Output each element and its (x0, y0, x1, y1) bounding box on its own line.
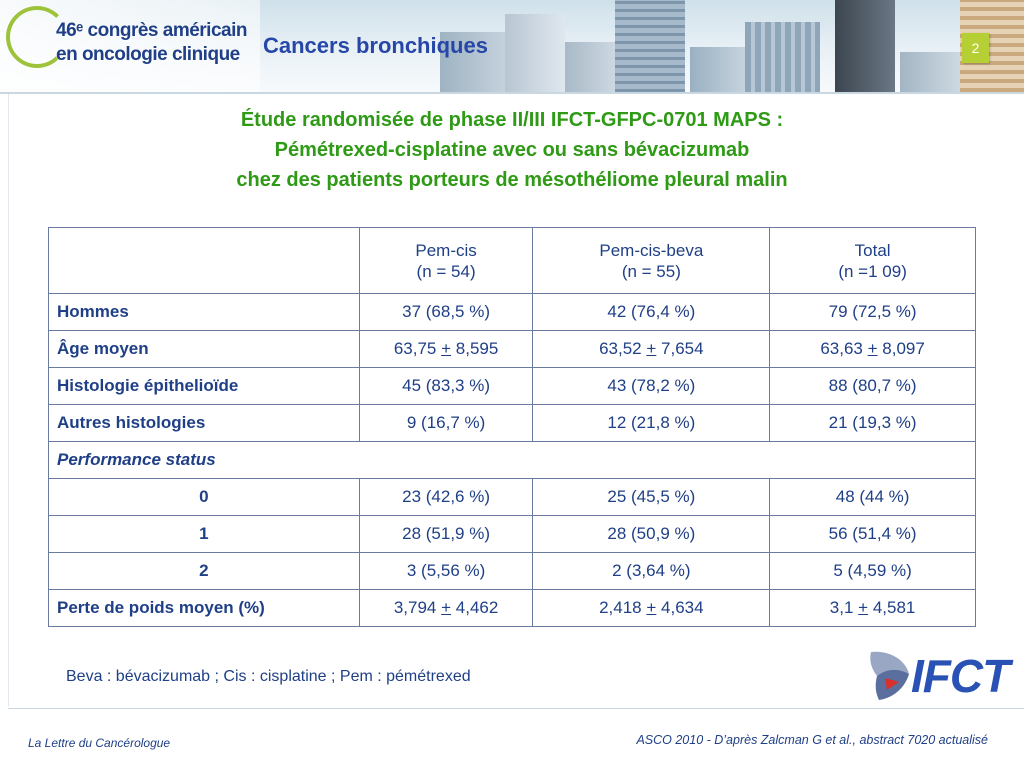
slide-title-line: Pémétrexed-cisplatine avec ou sans bévacizumab (274, 139, 750, 161)
footer-source-journal: La Lettre du Cancérologue (28, 736, 171, 750)
value-cell: 48 (44 %) (770, 479, 976, 516)
value-cell: 21 (19,3 %) (770, 405, 976, 442)
row-label-cell: Histologie épithelioïde (49, 368, 360, 405)
footer-divider (8, 708, 1024, 709)
value-cell (770, 590, 976, 627)
sd-value: 4,581 (872, 598, 916, 617)
sd-value: 8,595 (455, 339, 499, 358)
value-cell: 79 (72,5 %) (770, 294, 976, 331)
value-cell: 3 (5,56 %) (359, 553, 533, 590)
table-row (49, 553, 976, 590)
value-cell: 88 (80,7 %) (770, 368, 976, 405)
value-cell: 56 (51,4 %) (770, 516, 976, 553)
plus-minus-sign: + (858, 598, 869, 617)
table-row (49, 442, 976, 479)
ifct-logo-text: IFCT (911, 650, 1010, 702)
skyline-building (745, 22, 820, 92)
mean-value: 2,418 (599, 598, 642, 617)
table-row (49, 368, 976, 405)
value-cell (359, 590, 533, 627)
value-cell: 23 (42,6 %) (359, 479, 533, 516)
column-name: Pem-cis (415, 240, 477, 260)
value-cell (770, 331, 976, 368)
value-cell (533, 331, 770, 368)
abbreviations-footnote: Beva : bévacizumab ; Cis : cisplatine ; Pem : pémétrexed (66, 668, 471, 685)
mean-value: 63,75 (393, 339, 437, 358)
sd-value: 8,097 (882, 339, 925, 358)
row-label-cell: Autres histologies (49, 405, 360, 442)
value-cell: 5 (4,59 %) (770, 553, 976, 590)
section-header-cell: Performance status (49, 442, 976, 479)
slide-title-line: Étude randomisée de phase II/III IFCT-GFPC-0701 MAPS : (240, 109, 784, 131)
value-cell: 28 (51,9 %) (359, 516, 533, 553)
header-banner (0, 0, 1024, 92)
column-name: Total (854, 240, 891, 260)
row-label-cell: 1 (49, 516, 360, 553)
row-label-cell: Hommes (49, 294, 360, 331)
skyline-building (505, 14, 565, 92)
slide-title-line: chez des patients porteurs de mésothéliome pleural malin (236, 169, 788, 191)
table-row (49, 405, 976, 442)
value-cell (359, 331, 533, 368)
row-label-cell: 2 (49, 553, 360, 590)
value-cell: 9 (16,7 %) (359, 405, 533, 442)
mean-value: 63,63 (820, 339, 863, 358)
table-row (49, 294, 976, 331)
value-cell: 37 (68,5 %) (359, 294, 533, 331)
value-cell: 28 (50,9 %) (533, 516, 770, 553)
value-cell (533, 590, 770, 627)
demographics-table (48, 227, 976, 627)
logo-line-2: en oncologie clinique (56, 44, 240, 65)
table-row (49, 479, 976, 516)
skyline-building (690, 47, 750, 92)
plus-minus-sign: + (441, 339, 452, 358)
slide-title (0, 105, 1024, 195)
plus-minus-sign: + (867, 339, 878, 358)
skyline-building (615, 0, 685, 92)
column-n: (n = 55) (621, 261, 681, 281)
table-corner-cell (49, 228, 360, 294)
ifct-logo (863, 648, 1021, 704)
ifct-wing-icon (865, 648, 911, 702)
mean-value: 3,794 (393, 598, 437, 617)
value-cell: 43 (78,2 %) (533, 368, 770, 405)
footer-reference: ASCO 2010 - D’après Zalcman G et al., abstract 7020 actualisé (636, 733, 988, 747)
column-n: (n = 54) (416, 261, 476, 281)
table-row (49, 590, 976, 627)
mean-value: 63,52 (599, 339, 642, 358)
table-row (49, 331, 976, 368)
skyline-building (565, 42, 620, 92)
table-body (49, 294, 976, 627)
table-row (49, 516, 976, 553)
sd-value: 4,462 (455, 598, 499, 617)
column-n: (n =1 09) (838, 261, 907, 281)
congress-logo (0, 0, 260, 92)
plus-minus-sign: + (646, 339, 657, 358)
value-cell: 2 (3,64 %) (533, 553, 770, 590)
section-title: Cancers bronchiques (263, 33, 488, 58)
skyline-building (900, 52, 960, 92)
value-cell: 45 (83,3 %) (359, 368, 533, 405)
value-cell: 25 (45,5 %) (533, 479, 770, 516)
column-header-total (770, 228, 976, 294)
sd-value: 7,654 (661, 339, 704, 358)
header-divider (0, 92, 1024, 94)
plus-minus-sign: + (646, 598, 657, 617)
row-label-cell: 0 (49, 479, 360, 516)
row-label-cell: Perte de poids moyen (%) (49, 590, 360, 627)
column-header-pem-cis (359, 228, 533, 294)
plus-minus-sign: + (441, 598, 452, 617)
logo-line-1: 46ᵉ congrès américain (56, 20, 247, 41)
row-label-cell: Âge moyen (49, 331, 360, 368)
value-cell: 12 (21,8 %) (533, 405, 770, 442)
value-cell: 42 (76,4 %) (533, 294, 770, 331)
page-number-badge: 2 (962, 33, 989, 63)
column-name: Pem-cis-beva (599, 240, 704, 260)
mean-value: 3,1 (829, 598, 854, 617)
sd-value: 4,634 (661, 598, 704, 617)
skyline-building (835, 0, 895, 92)
column-header-pem-cis-beva (533, 228, 770, 294)
table-header-row (49, 228, 976, 294)
